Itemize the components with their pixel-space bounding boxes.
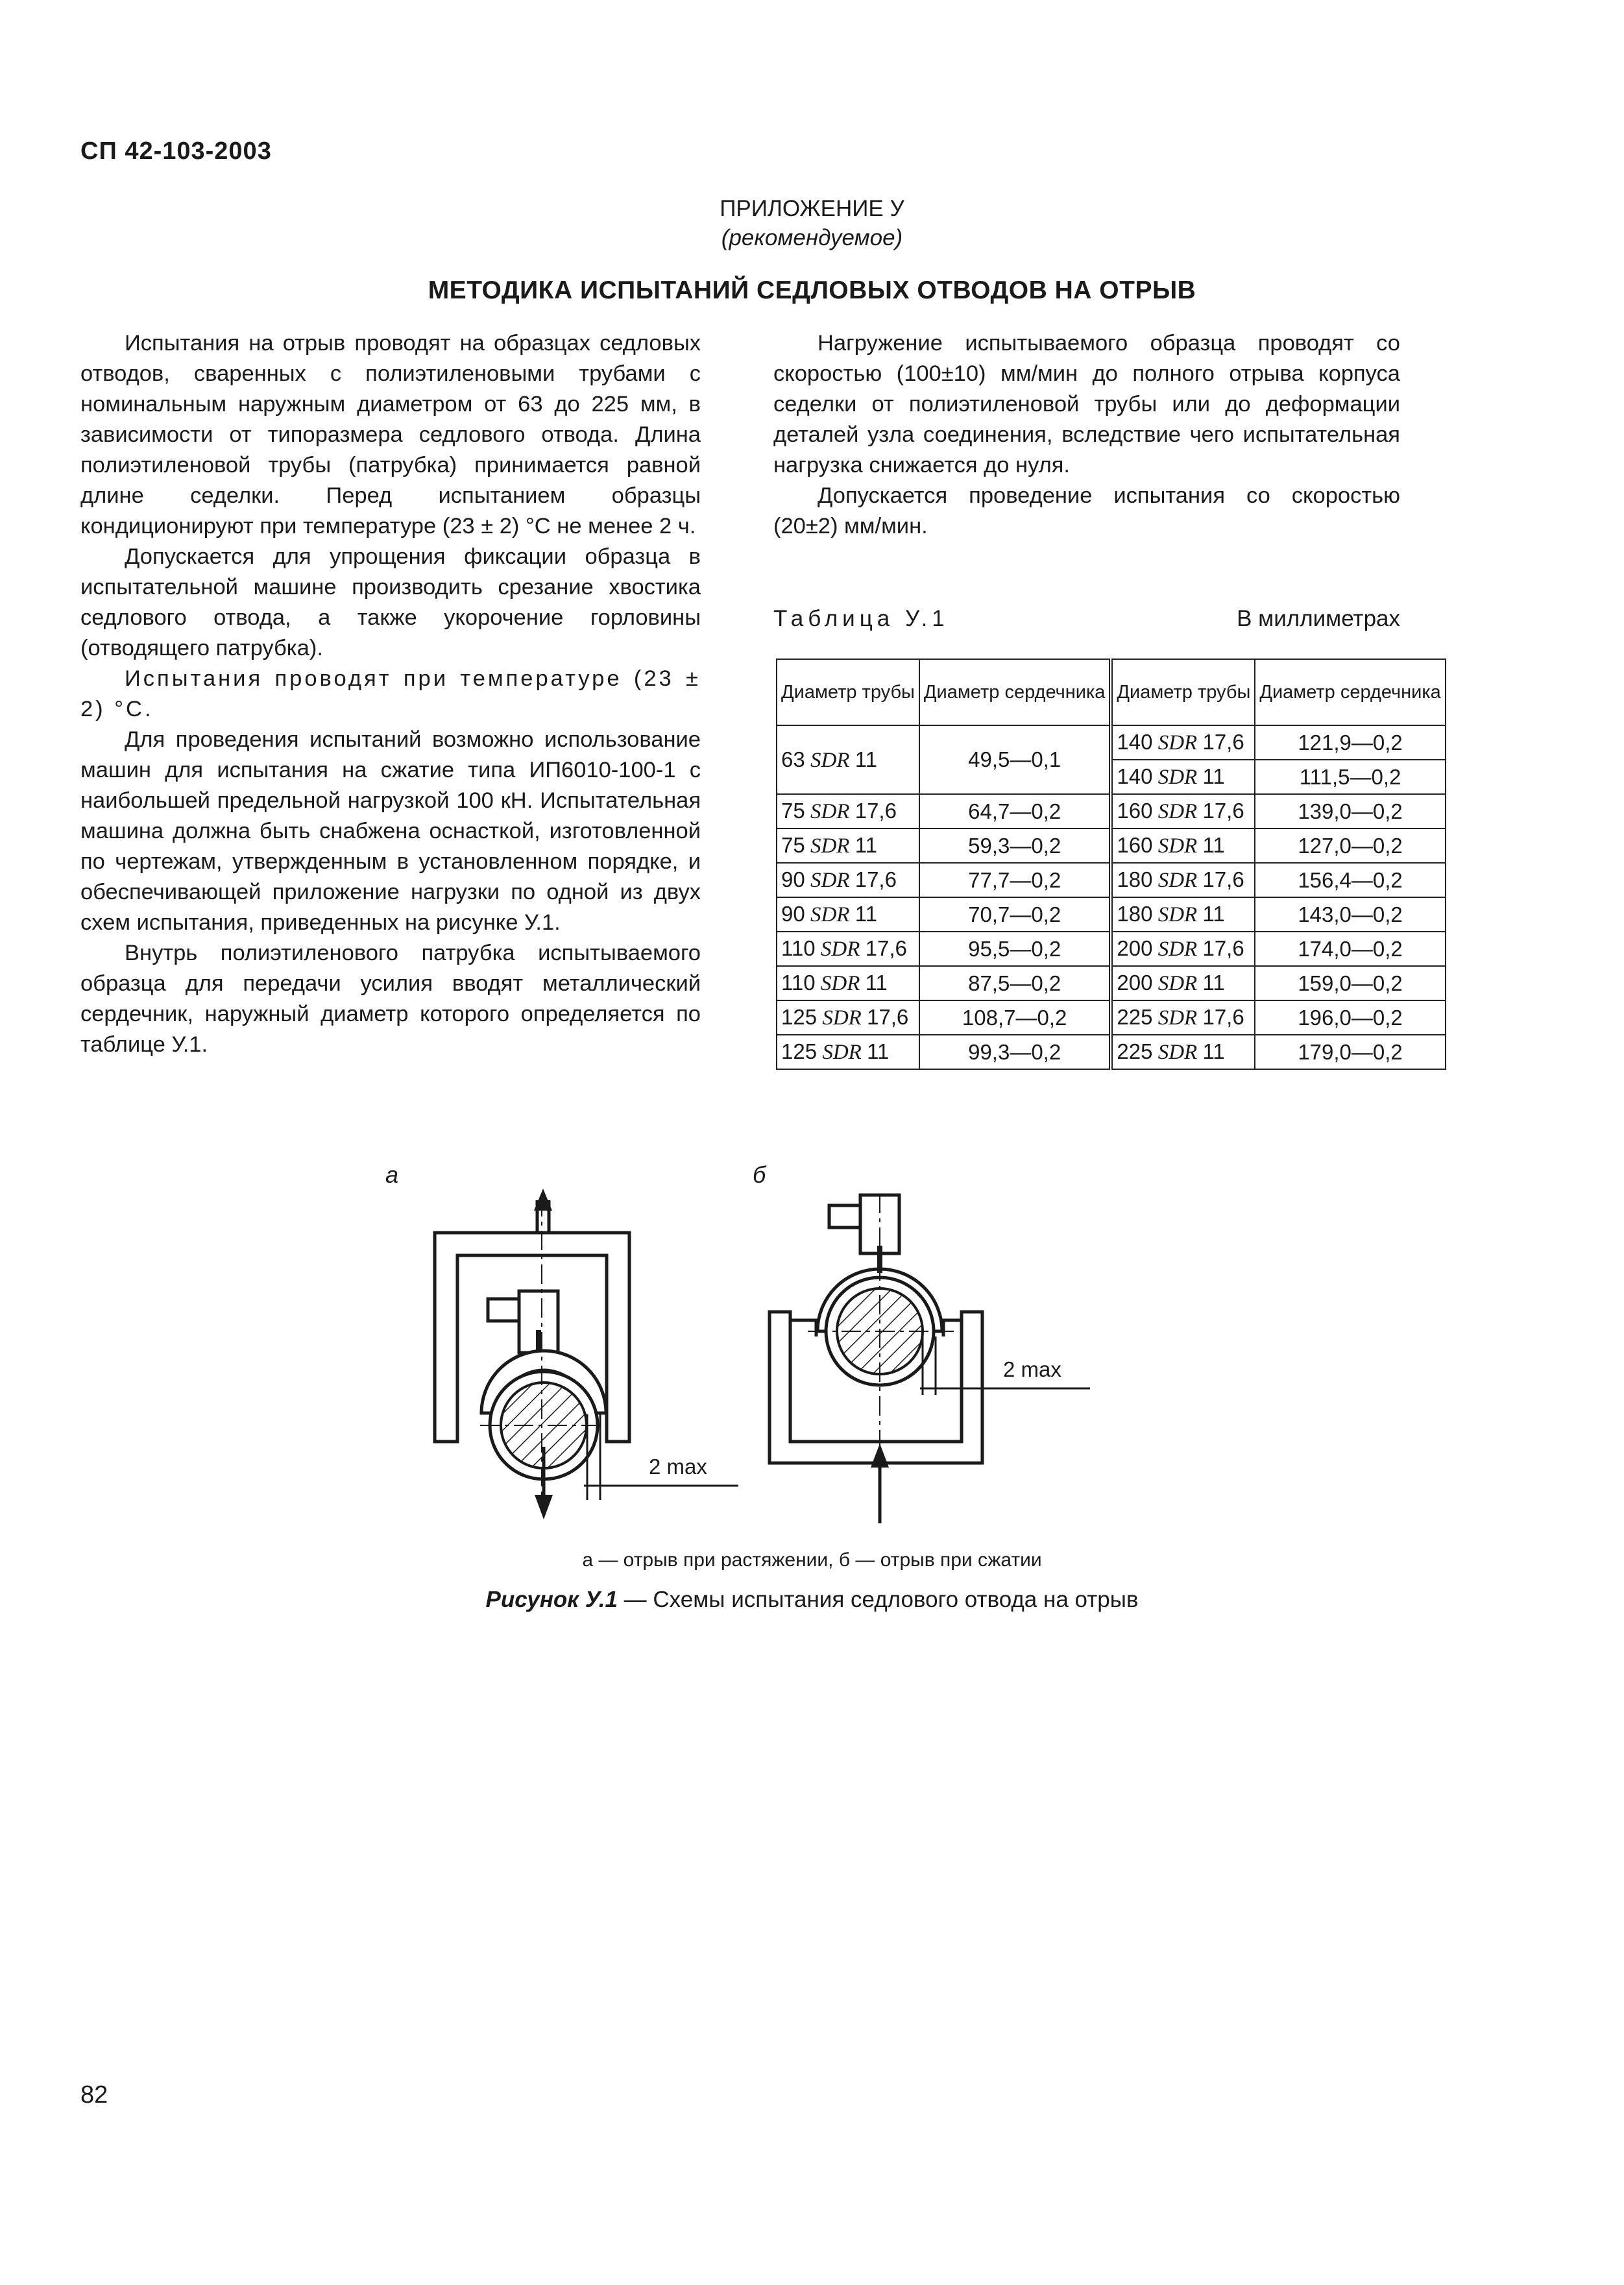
pipe-diameter-cell: 90 SDR 17,6 (777, 863, 919, 897)
paragraph: Для проведения испытаний возможно использование машин для испытания на сжатие типа ИП6010-100-1 с наибольшей предельной нагрузкой 100 кН. Испытательная машина должна быть снабжена оснасткой, изготовленной по чертежам, утвержденным в установленном порядке, и обеспечивающей приложение нагрузки по одной из двух схем испытания, приведенных на рисунке У.1. (80, 727, 701, 935)
pipe-diameter-cell: 225 SDR 17,6 (1111, 1000, 1255, 1035)
pipe-diameter-cell: 180 SDR 11 (1111, 897, 1255, 932)
core-diameter-cell: 111,5—0,2 (1255, 760, 1446, 794)
arrow-down-icon (535, 1495, 553, 1519)
figure-label-b: б (753, 1161, 766, 1188)
header-pipe-diameter: Диаметр трубы (1111, 659, 1255, 725)
appendix-note: (рекомендуемое) (721, 225, 903, 250)
appendix-label: ПРИЛОЖЕНИЕ У (720, 196, 904, 221)
core-diameter-cell: 121,9—0,2 (1255, 725, 1446, 760)
arrow-up-icon (534, 1189, 552, 1211)
pipe-diameter-cell: 180 SDR 17,6 (1111, 863, 1255, 897)
core-diameter-cell: 156,4—0,2 (1255, 863, 1446, 897)
paragraph: Внутрь полиэтиленового патрубка испытываемого образца для передачи усилия вводят металлический сердечник, наружный диаметр которого определяется по таблице У.1. (80, 941, 701, 1057)
core-diameter-cell: 143,0—0,2 (1255, 897, 1446, 932)
pipe-diameter-cell: 125 SDR 17,6 (777, 1000, 919, 1035)
paragraph: Испытания на отрыв проводят на образцах седловых отводов, сваренных с полиэтиленовыми трубами с номинальным наружным диаметром от 63 до 225 мм, в зависимости от типоразмера седлового отвода. Длина полиэтиленовой трубы (патрубка) принимается равной длине седелки. Перед испытанием образцы кондиционируют при температуре (23 ± 2) °С не менее 2 ч. (80, 331, 701, 538)
core-diameter-cell: 159,0—0,2 (1255, 966, 1446, 1000)
pipe-diameter-cell: 160 SDR 11 (1111, 828, 1255, 863)
core-diameter-cell: 139,0—0,2 (1255, 794, 1446, 828)
header-core-diameter: Диаметр сердечника (919, 659, 1111, 725)
pipe-diameter-cell: 225 SDR 11 (1111, 1035, 1255, 1069)
paragraph: Испытания проводят при температуре (23 ± 2) °С. (80, 666, 701, 721)
paragraph: Допускается для упрощения фиксации образца в испытательной машине производить срезание хвостика седлового отвода, а также укорочение горловины (отводящего патрубка). (80, 544, 701, 660)
core-diameter-cell: 95,5—0,2 (919, 932, 1111, 966)
document-code: СП 42-103-2003 (80, 138, 272, 165)
pipe-diameter-cell: 75 SDR 11 (777, 828, 919, 863)
paragraph: Нагружение испытываемого образца проводят со скоростью (100±10) мм/мин до полного отрыва корпуса седелки от полиэтиленовой трубы или до деформации деталей узла соединения, вследствие чего испытательная нагрузка снижается до нуля. (773, 331, 1400, 478)
appendix-title: МЕТОДИКА ИСПЫТАНИЙ СЕДЛОВЫХ ОТВОДОВ НА ОТРЫВ (428, 276, 1196, 304)
core-diameter-cell: 49,5—0,1 (919, 725, 1111, 794)
pipe-diameter-cell: 200 SDR 17,6 (1111, 932, 1255, 966)
pipe-diameter-cell: 140 SDR 17,6 (1111, 725, 1255, 760)
pipe-diameter-cell: 90 SDR 11 (777, 897, 919, 932)
table-units: В миллиметрах (1237, 606, 1400, 631)
figure-label-a: а (385, 1161, 399, 1188)
pipe-diameter-cell: 140 SDR 11 (1111, 760, 1255, 794)
core-diameter-cell: 64,7—0,2 (919, 794, 1111, 828)
core-diameter-cell: 59,3—0,2 (919, 828, 1111, 863)
core-diameter-cell: 99,3—0,2 (919, 1035, 1111, 1069)
pipe-diameter-cell: 63 SDR 11 (777, 725, 919, 794)
header-core-diameter: Диаметр сердечника (1255, 659, 1446, 725)
table-title: Таблица У.1 (773, 606, 949, 631)
figure-caption-label: Рисунок У.1 (485, 1587, 618, 1612)
core-diameter-cell: 179,0—0,2 (1255, 1035, 1446, 1069)
page-number: 82 (80, 2081, 108, 2109)
header-pipe-diameter: Диаметр трубы (777, 659, 919, 725)
pipe-diameter-cell: 110 SDR 17,6 (777, 932, 919, 966)
pipe-diameter-cell: 110 SDR 11 (777, 966, 919, 1000)
core-diameter-cell: 127,0—0,2 (1255, 828, 1446, 863)
dimension-label-a: 2 max (649, 1455, 707, 1479)
core-diameter-cell: 87,5—0,2 (919, 966, 1111, 1000)
dimension-label-b: 2 max (1003, 1357, 1061, 1381)
pipe-diameter-cell: 200 SDR 11 (1111, 966, 1255, 1000)
core-diameter-cell: 108,7—0,2 (919, 1000, 1111, 1035)
paragraph: Допускается проведение испытания со скоростью (20±2) мм/мин. (773, 483, 1400, 538)
pipe-diameter-cell: 75 SDR 17,6 (777, 794, 919, 828)
core-diameter-cell: 70,7—0,2 (919, 897, 1111, 932)
figure-subcaption: а — отрыв при растяжении, б — отрыв при сжатии (582, 1549, 1042, 1571)
core-diameter-cell: 196,0—0,2 (1255, 1000, 1446, 1035)
figure-caption (0, 1587, 1624, 1613)
pipe-diameter-cell: 125 SDR 11 (777, 1035, 919, 1069)
figure-caption-text: — Схемы испытания седлового отвода на отрыв (617, 1587, 1139, 1612)
pipe-diameter-cell: 160 SDR 17,6 (1111, 794, 1255, 828)
arrow-up-icon (871, 1444, 889, 1468)
core-diameter-cell: 174,0—0,2 (1255, 932, 1446, 966)
core-diameter-cell: 77,7—0,2 (919, 863, 1111, 897)
